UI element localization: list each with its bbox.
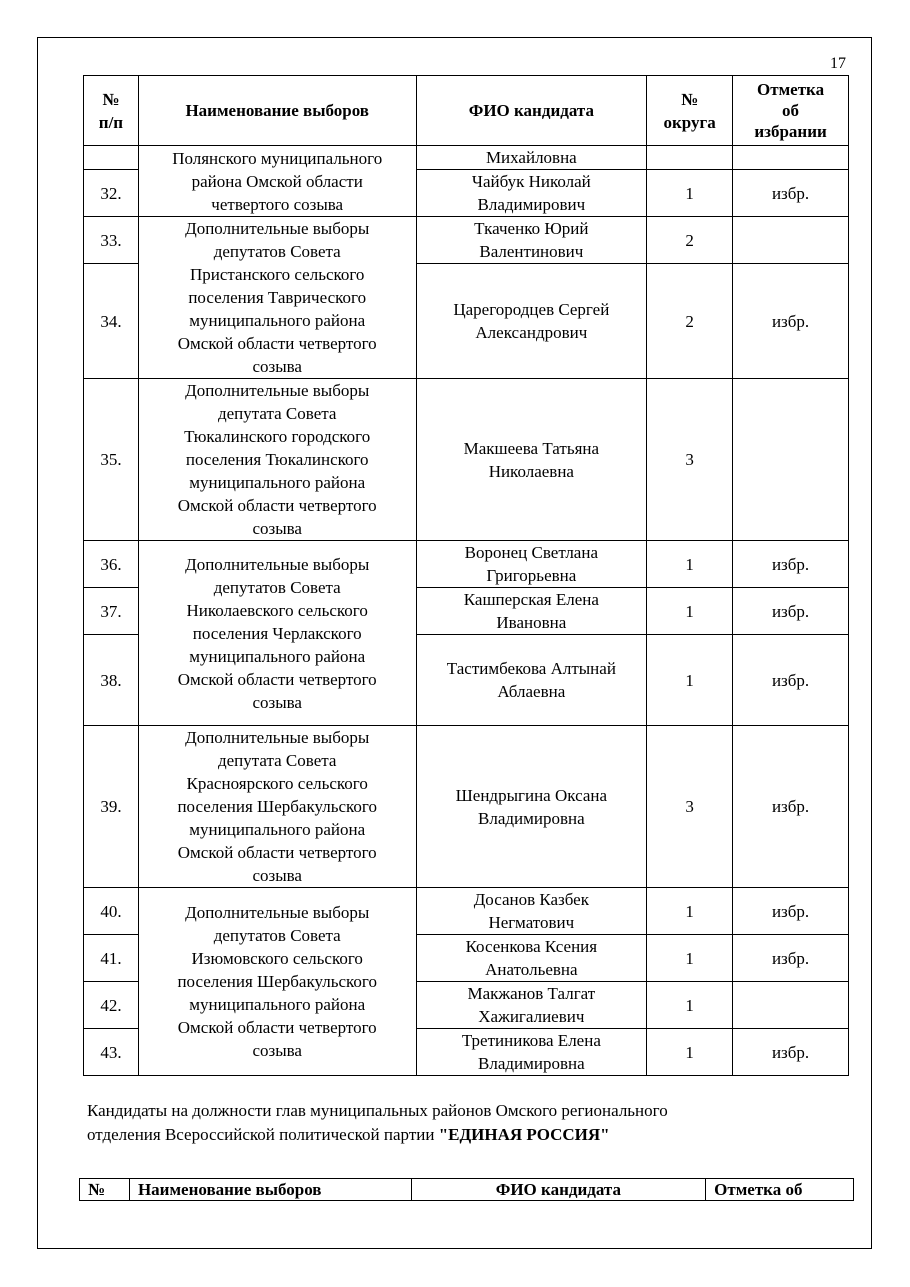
row-num: 35. (84, 379, 139, 541)
table-row (84, 888, 849, 935)
district-number: 1 (647, 635, 733, 726)
district-number: 2 (647, 217, 733, 264)
row-num: 32. (84, 170, 139, 217)
election-mark (733, 379, 849, 541)
candidate-name: Тастимбекова Алтынай Аблаевна (416, 635, 647, 726)
candidates-table (83, 75, 849, 1076)
section-heading (87, 1099, 847, 1147)
header-candidate: ФИО кандидата (411, 1179, 706, 1201)
election-name: Полянского муниципального района Омской области четвертого созыва (138, 146, 416, 217)
candidate-name: Шендрыгина Оксана Владимировна (416, 726, 647, 888)
row-num: 43. (84, 1029, 139, 1076)
row-num: 41. (84, 935, 139, 982)
candidate-name: Косенкова Ксения Анатольевна (416, 935, 647, 982)
district-number: 1 (647, 1029, 733, 1076)
heads-table (79, 1178, 854, 1201)
header-mark: Отметка об (706, 1179, 854, 1201)
row-num: 42. (84, 982, 139, 1029)
table-header-row (84, 76, 849, 146)
row-num (84, 146, 139, 170)
election-mark: избр. (733, 888, 849, 935)
header-election: Наименование выборов (129, 1179, 411, 1201)
district-number: 2 (647, 264, 733, 379)
header-candidate: ФИО кандидата (416, 76, 647, 146)
section-heading-line1: Кандидаты на должности глав муниципальных районов Омского регионального (87, 1101, 668, 1120)
table-row (84, 726, 849, 888)
district-number: 1 (647, 935, 733, 982)
candidate-name: Воронец Светлана Григорьевна (416, 541, 647, 588)
candidate-name: Макшеева Татьяна Николаевна (416, 379, 647, 541)
candidate-name: Царегородцев Сергей Александрович (416, 264, 647, 379)
election-mark: избр. (733, 170, 849, 217)
row-num: 39. (84, 726, 139, 888)
candidate-name: Кашперская Елена Ивановна (416, 588, 647, 635)
party-name: "ЕДИНАЯ РОССИЯ" (438, 1125, 610, 1144)
candidate-name: Ткаченко Юрий Валентинович (416, 217, 647, 264)
district-number: 1 (647, 541, 733, 588)
header-mark: Отметка об избрании (733, 76, 849, 146)
table-row (84, 217, 849, 264)
row-num: 34. (84, 264, 139, 379)
row-num: 36. (84, 541, 139, 588)
election-mark (733, 146, 849, 170)
header-district: № округа (647, 76, 733, 146)
candidate-name: Чайбук Николай Владимирович (416, 170, 647, 217)
district-number: 1 (647, 170, 733, 217)
table-row (84, 541, 849, 588)
election-name: Дополнительные выборы депутатов Совета Изюмовского сельского поселения Шербакульского муниципального района Омской области четвертого созыва (138, 888, 416, 1076)
election-name: Дополнительные выборы депутатов Совета Николаевского сельского поселения Черлакского муниципального района Омской области четвертого созыва (138, 541, 416, 726)
row-num: 40. (84, 888, 139, 935)
election-mark (733, 982, 849, 1029)
section-heading-line2: отделения Всероссийской политической партии (87, 1125, 439, 1144)
election-mark: избр. (733, 588, 849, 635)
header-num: № п/п (84, 76, 139, 146)
election-mark: избр. (733, 264, 849, 379)
page-number: 17 (830, 55, 846, 72)
candidate-name: Досанов Казбек Негматович (416, 888, 647, 935)
election-mark: избр. (733, 635, 849, 726)
election-mark: избр. (733, 1029, 849, 1076)
row-num: 33. (84, 217, 139, 264)
election-name: Дополнительные выборы депутата Совета Тюкалинского городского поселения Тюкалинского муниципального района Омской области четвертого созыва (138, 379, 416, 541)
election-mark: избр. (733, 726, 849, 888)
district-number (647, 146, 733, 170)
header-num: № (80, 1179, 130, 1201)
district-number: 1 (647, 888, 733, 935)
row-num: 38. (84, 635, 139, 726)
district-number: 1 (647, 588, 733, 635)
table-row (84, 146, 849, 170)
district-number: 3 (647, 726, 733, 888)
candidate-name: Третиникова Елена Владимировна (416, 1029, 647, 1076)
candidate-name: Михайловна (416, 146, 647, 170)
district-number: 1 (647, 982, 733, 1029)
election-mark: избр. (733, 935, 849, 982)
district-number: 3 (647, 379, 733, 541)
election-mark: избр. (733, 541, 849, 588)
row-num: 37. (84, 588, 139, 635)
table-row (84, 379, 849, 541)
election-name: Дополнительные выборы депутатов Совета Пристанского сельского поселения Таврического муниципального района Омской области четвертого созыва (138, 217, 416, 379)
election-name: Дополнительные выборы депутата Совета Красноярского сельского поселения Шербакульского муниципального района Омской области четвертого созыва (138, 726, 416, 888)
election-mark (733, 217, 849, 264)
candidate-name: Макжанов Талгат Хажигалиевич (416, 982, 647, 1029)
table-header-row (80, 1179, 854, 1201)
header-election: Наименование выборов (138, 76, 416, 146)
